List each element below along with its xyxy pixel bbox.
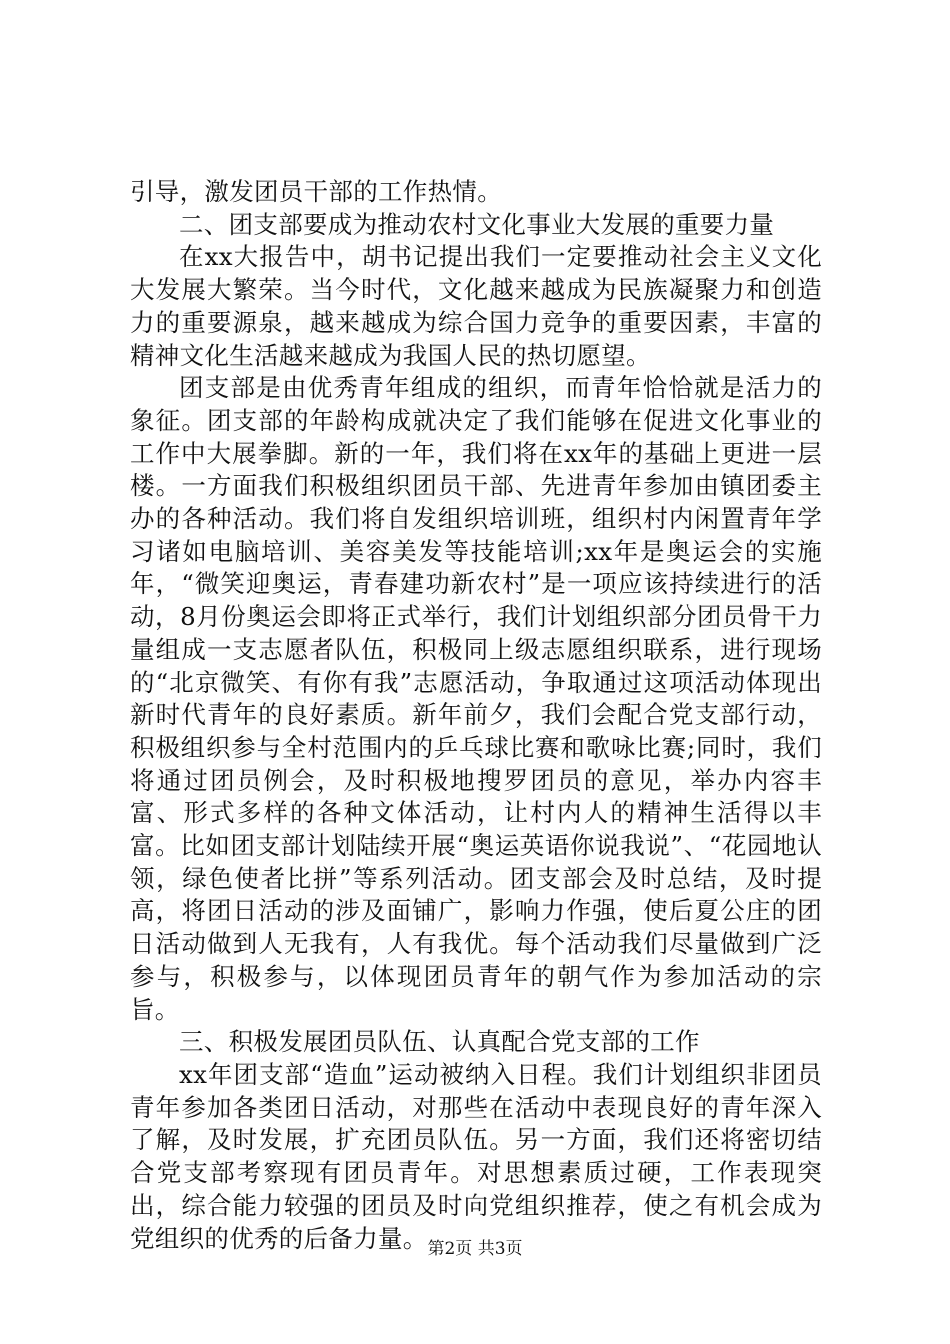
paragraph-youth-activities: 团支部是由优秀青年组成的组织，而青年恰恰就是活力的象征。团支部的年龄构成就决定了我们能够在促进文化事业的工作中大展拳脚。新的一年，我们将在xx年的基础上更进一层楼。一方面我们积极组织团员干部、先进青年参加由镇团委主办的各种活动。我们将自发组织培训班，组织村内闲置青年学习诸如电脑培训、美容美发等技能培训;xx年是奥运会的实施年，“微笑迎奥运，青春建功新农村”是一项应该持续进行的活动，8月份奥运会即将正式举行，我们计划组织部分团员骨干力量组成一支志愿者队伍，积极同上级志愿组织联系，进行现场的“北京微笑、有你有我”志愿活动，争取通过这项活动体现出新时代青年的良好素质。新年前夕，我们会配合党支部行动，积极组织参与全村范围内的乒乓球比赛和歌咏比赛;同时，我们将通过团员例会，及时积极地搜罗团员的意见，举办内容丰富、形式多样的各种文体活动，让村内人的精神生活得以丰富。比如团支部计划陆续开展“奥运英语你说我说”、“花园地认领，绿色使者比拼”等系列活动。团支部会及时总结，及时提高，将团日活动的涉及面铺广，影响力作强，使后夏公庄的团日活动做到人无我有，人有我优。每个活动我们尽量做到广泛参与，积极参与，以体现团员青年的朝气作为参加活动的宗旨。 [130,373,823,1024]
paragraph-culture-report: 在xx大报告中，胡书记提出我们一定要推动社会主义文化大发展大繁荣。当今时代，文化越来越成为民族凝聚力和创造力的重要源泉，越来越成为综合国力竞争的重要因素，丰富的精神文化生活越来越成为我国人民的热切愿望。 [130,242,822,370]
document-body [130,176,822,1255]
page-number-footer: 第2页 共3页 [427,1239,523,1259]
section-heading-3: 三、积极发展团员队伍、认真配合党支部的工作 [179,1027,700,1057]
paragraph-member-development: xx年团支部“造血”运动被纳入日程。我们计划组织非团员青年参加各类团日活动，对那些在活动中表现良好的青年深入了解，及时发展，扩充团员队伍。另一方面，我们还将密切结合党支部考察现有团员青年。对思想素质过硬，工作表现突出，综合能力较强的团员及时向党组织推荐，使之有机会成为党组织的优秀的后备力量。 [130,1059,822,1253]
paragraph-continuation: 引导，激发团员干部的工作热情。 [130,177,502,206]
section-heading-2: 二、团支部要成为推动农村文化事业大发展的重要力量 [179,209,775,239]
